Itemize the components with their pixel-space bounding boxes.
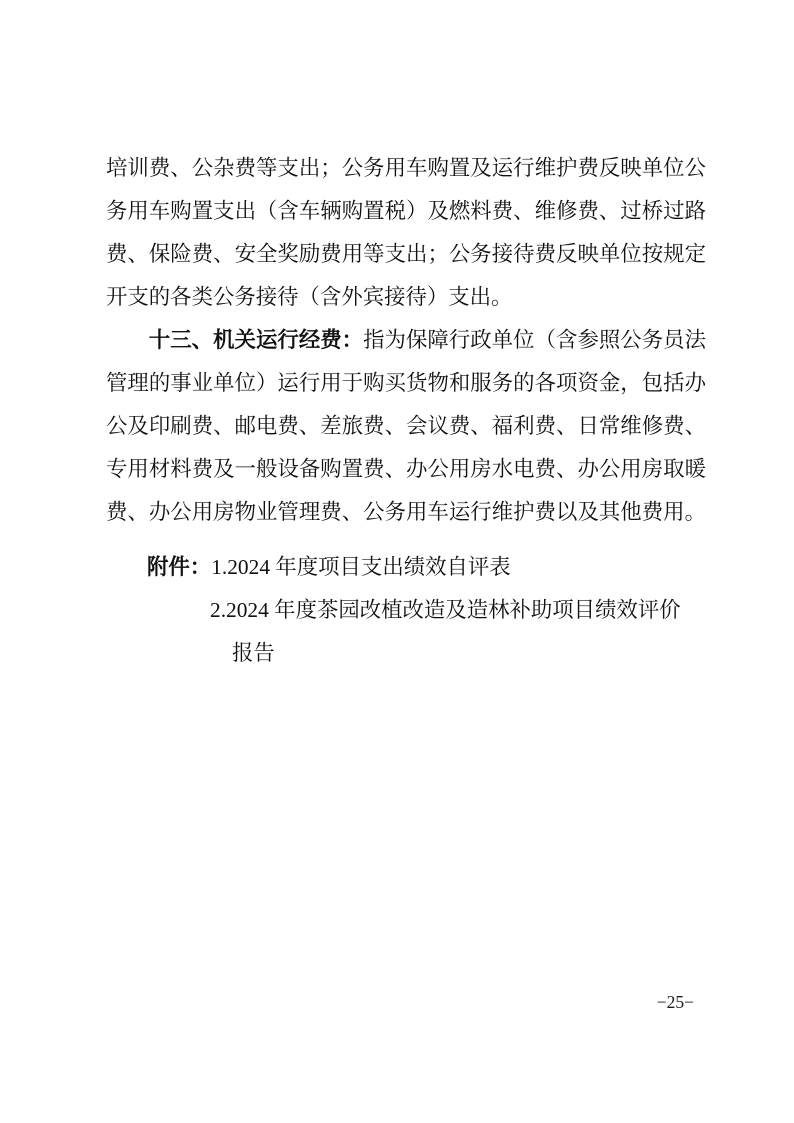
page-number: −25−: [656, 992, 694, 1012]
body-text-line: 公及印刷费、邮电费、差旅费、会议费、福利费、日常维修费、: [106, 414, 706, 438]
body-text-line: 务用车购置支出（含车辆购置税）及燃料费、维修费、过桥过路: [106, 199, 706, 223]
body-text-line: 管理的事业单位）运行用于购买货物和服务的各项资金，包括办: [106, 371, 706, 395]
body-text-line: 费、保险费、安全奖励费用等支出；公务接待费反映单位按规定: [106, 242, 706, 266]
attachment-item-1: 1.2024 年度项目支出绩效自评表: [211, 555, 511, 579]
section-heading: 十三、机关运行经费：: [148, 328, 364, 352]
attachment-item-2-continued: 报告: [232, 641, 275, 665]
body-text-line: 十三、机关运行经费：指为保障行政单位（含参照公务员法: [148, 328, 706, 352]
attachment-block: [147, 546, 681, 675]
body-text-line: 费、办公用房物业管理费、公务用车运行维护费以及其他费用。: [106, 500, 706, 524]
body-text-line: 专用材料费及一般设备购置费、办公用房水电费、办公用房取暖: [106, 457, 706, 481]
attachment-line-1: [147, 546, 681, 589]
body-text-line: 培训费、公杂费等支出；公务用车购置及运行维护费反映单位公: [106, 156, 706, 180]
attachment-item-2: 2.2024 年度茶园改植改造及造林补助项目绩效评价: [210, 598, 681, 622]
body-text: [106, 147, 706, 534]
body-text-line: 开支的各类公务接待（含外宾接待）支出。: [106, 285, 513, 309]
attachment-label: 附件：: [147, 555, 212, 579]
